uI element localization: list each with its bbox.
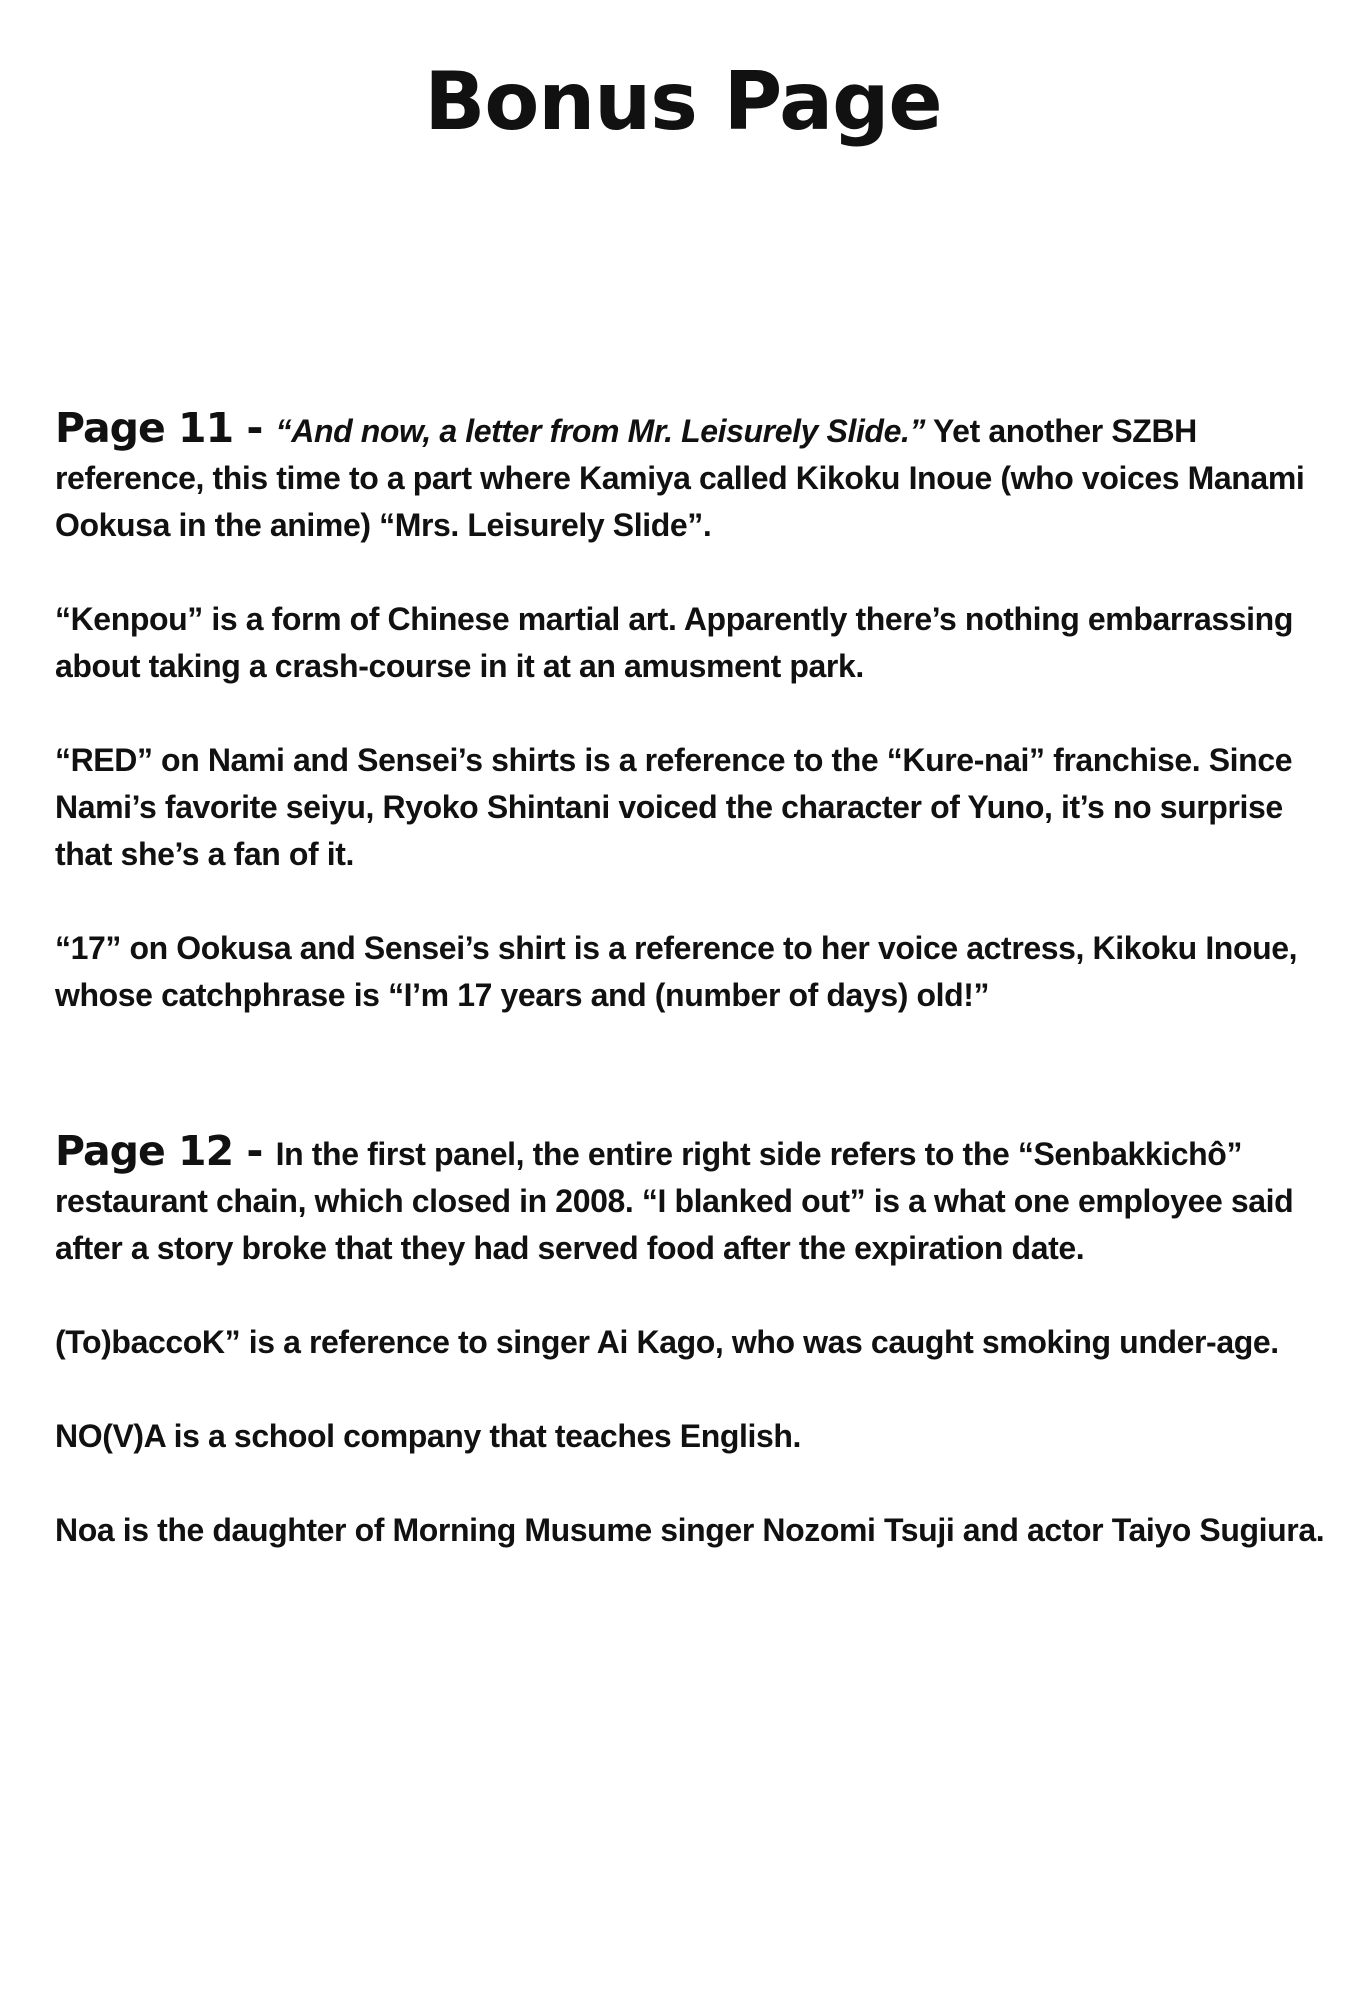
page-12-paragraph-tobacco: (To)baccoK” is a reference to singer Ai Kago, who was caught smoking under-age. [55, 1324, 1279, 1360]
page-11-heading: Page 11 - [55, 404, 276, 452]
page-12-paragraph-nova: NO(V)A is a school company that teaches English. [55, 1418, 802, 1454]
page-12-intro [55, 1128, 1325, 1272]
section-page-11 [55, 405, 1325, 1019]
page-12-paragraph-noa: Noa is the daughter of Morning Musume singer Nozomi Tsuji and actor Taiyo Sugiura. [55, 1512, 1325, 1548]
page-11-paragraph-17: “17” on Ookusa and Sensei’s shirt is a reference to her voice actress, Kikoku Inoue, whose catchphrase is “I’m 17 years and (number of days) old!” [55, 930, 1298, 1013]
page-11-intro [55, 405, 1325, 549]
page-11-intro-text: Yet another SZBH reference, this time to a part where Kamiya called Kikoku Inoue (who voices Manami Ookusa in the anime) “Mrs. Leisurely Slide”. [55, 413, 1305, 543]
page-11-quote: “And now, a letter from Mr. Leisurely Slide.” [275, 413, 926, 449]
page-12-heading: Page 12 - [55, 1127, 276, 1175]
page-12-intro-text: In the first panel, the entire right side refers to the “Senbakkichô” restaurant chain, which closed in 2008. “I blanked out” is a what one employee said after a story broke that they had served food after the expiration date. [55, 1136, 1294, 1266]
page-title: Bonus Page [424, 55, 942, 148]
page-11-paragraph-red: “RED” on Nami and Sensei’s shirts is a reference to the “Kure-nai” franchise. Since Nami’s favorite seiyu, Ryoko Shintani voiced the character of Yuno, it’s no surprise that she’s a fan of it. [55, 742, 1293, 872]
section-page-12 [55, 1128, 1325, 1554]
page-11-paragraph-kenpou: “Kenpou” is a form of Chinese martial art. Apparently there’s nothing embarrassing about taking a crash-course in it at an amusment park. [55, 601, 1293, 684]
